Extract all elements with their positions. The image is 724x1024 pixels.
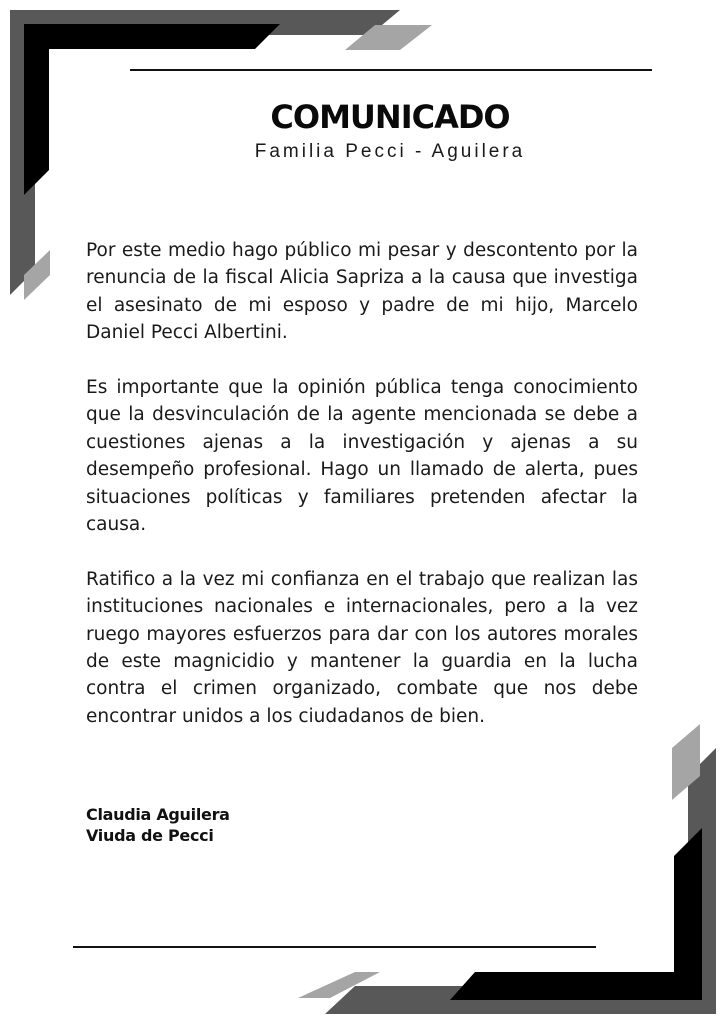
signature-name: Claudia Aguilera xyxy=(86,805,230,824)
signature-block xyxy=(86,804,230,846)
page-subtitle: Familia Pecci - Aguilera xyxy=(254,141,526,162)
frame-bottom-right-black xyxy=(450,828,702,1000)
signature-role: Viuda de Pecci xyxy=(86,826,214,845)
paragraph-1: Por este medio hago público mi pesar y descontento por la renuncia de la fiscal Alicia Sapriza a la causa que investiga el asesinato de mi esposo y padre de mi hijo, Marcelo Daniel Pecci Albertini. xyxy=(86,240,638,344)
paragraph-2: Es importante que la opinión pública tenga conocimiento que la desvinculación de la agente mencionada se debe a cuestiones ajenas a la investigación y ajenas a su desempeño profesional. Hago un llamado de alerta, pues situaciones políticas y familiares pretenden afectar la causa. xyxy=(86,377,638,536)
statement-body xyxy=(86,237,638,758)
bottom-divider xyxy=(73,946,596,948)
page-title: COMUNICADO xyxy=(270,98,510,136)
top-divider xyxy=(130,69,652,71)
paragraph-3: Ratifico a la vez mi confianza en el trabajo que realizan las instituciones nacionales e internacionales, pero a la vez ruego mayores esfuerzos para dar con los autores morales de este magnicidio y mantener la guardia en la lucha contra el crimen organizado, combate que nos debe encontrar unidos a los ciudadanos de bien. xyxy=(86,568,638,727)
